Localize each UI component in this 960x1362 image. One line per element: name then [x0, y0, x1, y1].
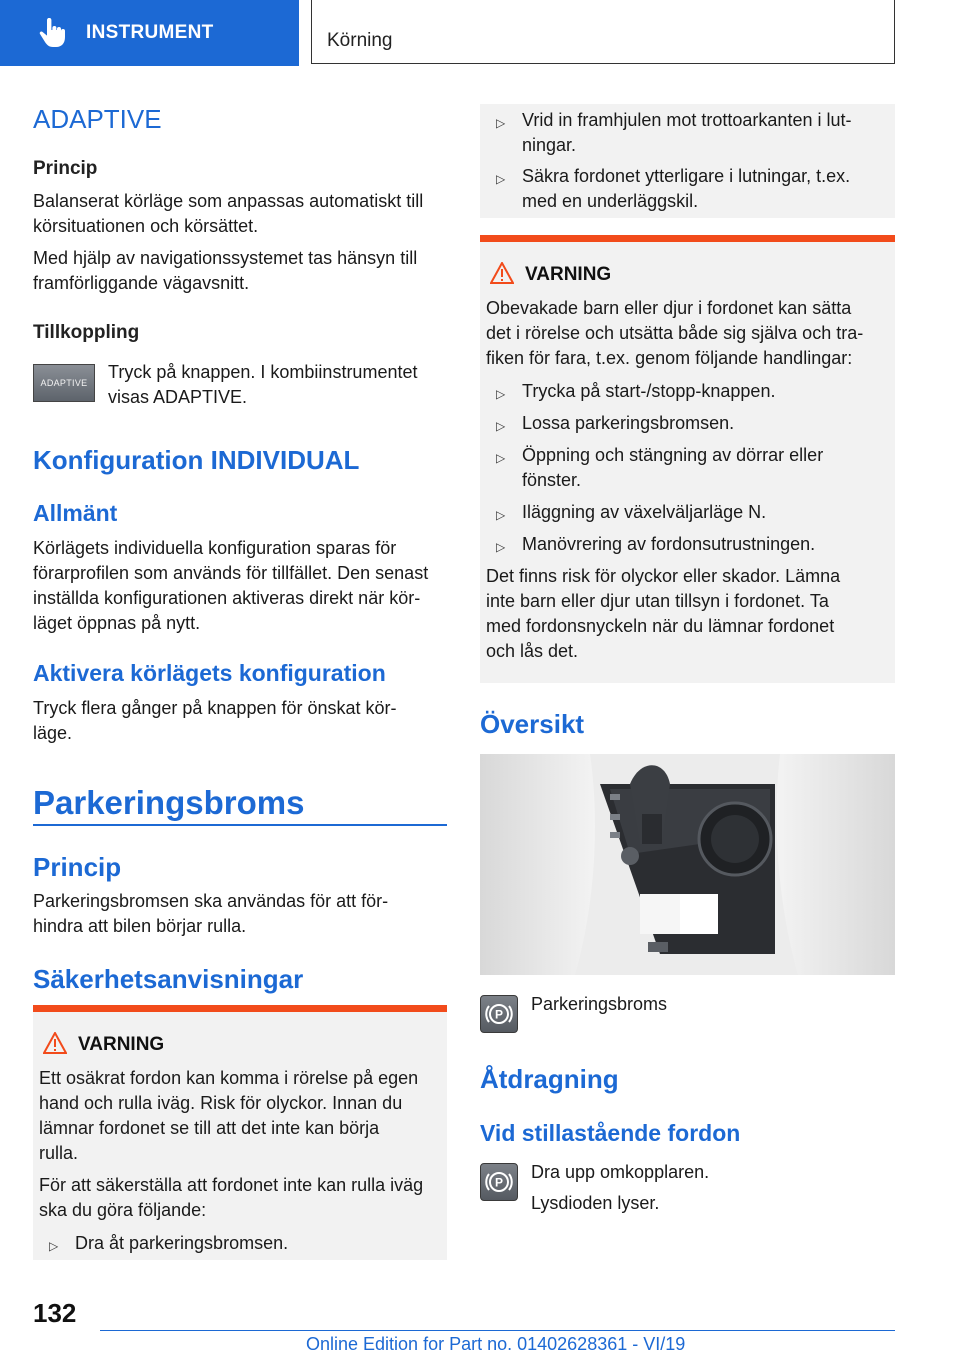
- center-console-photo: [480, 754, 895, 975]
- adaptive-text-2a: Med hjälp av navigationssystemet tas hänsyn till: [33, 248, 418, 268]
- chapter-tab: [311, 0, 895, 64]
- warning-text-3: lämnar fordonet se till att det inte kan börja: [39, 1118, 380, 1138]
- warning-text-5: För att säkerställa att fordonet inte kan rulla iväg: [39, 1175, 424, 1195]
- stillastaende-text-1: Dra upp omkopplaren.: [531, 1162, 710, 1182]
- warning-box-right: [480, 235, 895, 683]
- warning-text-6: ska du göra följande:: [39, 1200, 207, 1220]
- warning-title: VARNING: [525, 264, 612, 285]
- bullet-triangle-icon: ▷: [496, 116, 506, 130]
- list-item: ▷ Trycka på start-/stopp-knappen.: [496, 379, 886, 404]
- parking-brake-icon: [480, 1163, 518, 1201]
- warning-end-2: inte barn eller djur utan tillsyn i fordonet. Ta: [486, 591, 829, 611]
- bullet-triangle-icon: ▷: [496, 172, 506, 186]
- princip2-text-2: hindra att bilen börjar rulla.: [33, 916, 247, 936]
- bullet-triangle-icon: ▷: [496, 451, 506, 465]
- list-item: ▷ Öppning och stängning av dörrar eller fönster.: [496, 445, 824, 490]
- adaptive-button-image: ADAPTIVE: [33, 364, 95, 402]
- adaptive-text-1a: Balanserat körläge som anpassas automatiskt till: [33, 191, 424, 211]
- stillastaende-text-2: Lysdioden lyser.: [531, 1193, 660, 1213]
- princip2-heading: Princip: [33, 852, 122, 882]
- list-item: ▷ Iläggning av växelväljarläge N.: [496, 500, 886, 525]
- hand-pointer-icon: [38, 18, 66, 48]
- aktivera-text-2: läge.: [33, 723, 73, 743]
- stillastaende-heading: Vid stillastående fordon: [480, 1120, 741, 1146]
- allmant-text-3: inställda konfigurationen aktiveras direkt när kör-: [33, 588, 421, 608]
- footer-rule: [100, 1330, 895, 1331]
- bullet-triangle-icon: ▷: [496, 540, 506, 554]
- tillkoppling-text-b: visas ADAPTIVE.: [108, 387, 248, 407]
- warning-text-4: rulla.: [39, 1143, 79, 1163]
- section-title: INSTRUMENT: [86, 22, 214, 43]
- allmant-text-2: förarprofilen som används för tillfället. Den senast: [33, 563, 429, 583]
- warning-bar: [480, 235, 895, 242]
- tillkoppling-text-a: Tryck på knappen. I kombiinstrumentet: [108, 362, 418, 382]
- parkeringsbroms-caption: Parkeringsbroms: [531, 994, 668, 1014]
- warning-bar: [33, 1005, 447, 1012]
- atdragning-heading: Åtdragning: [480, 1064, 619, 1094]
- warning-text-2: hand och rulla iväg. Risk för olyckor. Innan du: [39, 1093, 403, 1113]
- konfiguration-heading: Konfiguration INDIVIDUAL: [33, 445, 360, 475]
- bullet-triangle-icon: ▷: [496, 508, 506, 522]
- princip2-text-1: Parkeringsbromsen ska användas för att för-: [33, 891, 389, 911]
- list-item: ▷ Dra åt parkeringsbromsen.: [49, 1231, 429, 1256]
- edition-text: Online Edition for Part no. 01402628361 - VI/19: [306, 1334, 686, 1354]
- chapter-title: Körning: [327, 30, 393, 51]
- aktivera-text-1: Tryck flera gånger på knappen för önskat kör-: [33, 698, 397, 718]
- svg-text:P: P: [494, 1007, 504, 1022]
- princip-heading: Princip: [33, 158, 98, 179]
- heading-rule: [33, 824, 447, 826]
- section-tab: [0, 0, 299, 66]
- warning-box-left: [33, 1005, 447, 1260]
- warning-text-3: fiken för fara, t.ex. genom följande handlingar:: [486, 348, 853, 368]
- warning-text-2: det i rörelse och utsätta både sig själva och tra-: [486, 323, 864, 343]
- warning-text-1: Obevakade barn eller djur i fordonet kan sätta: [486, 298, 852, 318]
- oversikt-heading: Översikt: [480, 709, 585, 739]
- warning-end-1: Det finns risk för olyckor eller skador. Lämna: [486, 566, 841, 586]
- adaptive-text-2b: framförliggande vägavsnitt.: [33, 273, 250, 293]
- adaptive-heading: ADAPTIVE: [33, 104, 162, 134]
- list-item: ▷ Lossa parkeringsbromsen.: [496, 411, 886, 436]
- warning-title: VARNING: [78, 1034, 165, 1055]
- sakerhet-heading: Säkerhetsanvisningar: [33, 964, 304, 994]
- continued-box: [480, 104, 895, 218]
- warning-triangle-icon: [490, 262, 514, 284]
- parkeringsbroms-heading: Parkeringsbroms: [33, 784, 305, 821]
- bullet-triangle-icon: ▷: [49, 1239, 59, 1253]
- aktivera-heading: Aktivera körlägets konfiguration: [33, 660, 386, 686]
- list-item: ▷ Säkra fordonet ytterligare i lutningar, t.ex. med en underläggskil.: [496, 166, 851, 211]
- adaptive-text-1b: körsituationen och körsättet.: [33, 216, 259, 236]
- parking-brake-icon: [480, 995, 518, 1033]
- allmant-text-1: Körlägets individuella konfiguration sparas för: [33, 538, 397, 558]
- bullet-triangle-icon: ▷: [496, 419, 506, 433]
- warning-triangle-icon: [43, 1032, 67, 1054]
- bullet-triangle-icon: ▷: [496, 387, 506, 401]
- console-illustration: [480, 754, 895, 975]
- allmant-text-4: läget öppnas på nytt.: [33, 613, 201, 633]
- page-number: 132: [33, 1298, 77, 1328]
- warning-text-1: Ett osäkrat fordon kan komma i rörelse på egen: [39, 1068, 419, 1088]
- tillkoppling-heading: Tillkoppling: [33, 322, 140, 343]
- warning-end-4: och lås det.: [486, 641, 579, 661]
- svg-text:P: P: [494, 1175, 504, 1190]
- list-item: ▷ Manövrering av fordonsutrustningen.: [496, 532, 886, 557]
- list-item: ▷ Vrid in framhjulen mot trottoarkanten i lut- ningar.: [496, 110, 852, 155]
- allmant-heading: Allmänt: [33, 500, 118, 526]
- warning-end-3: med fordonsnyckeln när du lämnar fordonet: [486, 616, 835, 636]
